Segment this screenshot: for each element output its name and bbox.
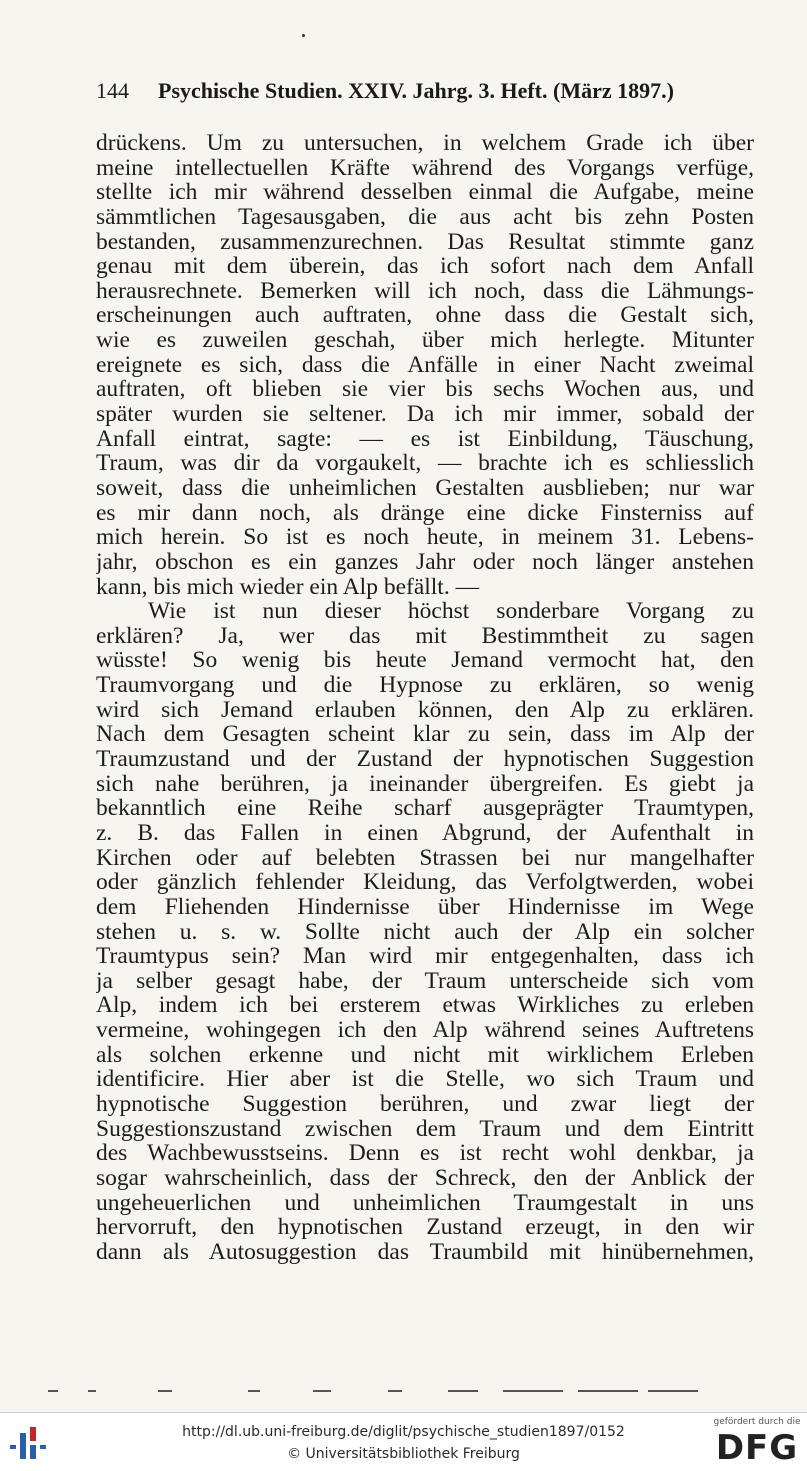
- text-line: erklären? Ja, wer das mit Bestimmtheit zu sagen: [96, 623, 754, 649]
- text-line: ungeheuerlichen und unheimlichen Traumgestalt in uns: [96, 1190, 754, 1216]
- text-line: identificire. Hier aber ist die Stelle, wo sich Traum und: [96, 1067, 754, 1092]
- text-line: sogar wahrscheinlich, dass der Schreck, den der Anblick der: [96, 1165, 754, 1191]
- text-line: sämmtlichen Tagesausgaben, die aus acht bis zehn Posten: [96, 204, 754, 230]
- text-line: bekanntlich eine Reihe scharf ausgeprägter Traumtypen,: [96, 796, 754, 821]
- text-line: wie es zuweilen geschah, über mich herlegte. Mitunter: [96, 328, 754, 353]
- text-line: vermeine, wohingegen ich den Alp während seines Auftretens: [96, 1018, 754, 1043]
- page-header: [96, 78, 716, 108]
- text-line: meine intellectuellen Kräfte während des Vorgangs verfüge,: [96, 155, 754, 181]
- text-line: stellte ich mir während desselben einmal die Aufgabe, meine: [96, 180, 754, 205]
- text-line: bestanden, zusammenzurechnen. Das Resultat stimmte ganz: [96, 229, 754, 255]
- running-title: Psychische Studien. XXIV. Jahrg. 3. Heft. (März 1897.): [158, 78, 674, 103]
- text-line: später wurden sie seltener. Da ich mir immer, sobald der: [96, 402, 754, 427]
- text-line: Anfall eintrat, sagte: — es ist Einbildung, Täuschung,: [96, 426, 754, 452]
- text-line: stehen u. s. w. Sollte nicht auch der Alp ein solcher: [96, 919, 754, 945]
- text-line: hypnotische Suggestion berühren, und zwar liegt der: [96, 1091, 754, 1117]
- dfg-logo-text: DFG: [715, 1428, 799, 1468]
- text-line: genau mit dem überein, das ich sofort nach dem Anfall: [96, 254, 754, 279]
- page-number: 144: [96, 78, 129, 103]
- text-line: Wie ist nun dieser höchst sonderbare Vorgang zu: [148, 599, 754, 624]
- text-line: Traumzustand und der Zustand der hypnotischen Suggestion: [96, 747, 754, 772]
- text-line: Traum, was dir da vorgaukelt, — brachte ich es schliesslich: [96, 451, 754, 476]
- footer-copyright: © Universitätsbibliothek Freiburg: [287, 1446, 520, 1462]
- text-line: soweit, dass die unheimlichen Gestalten ausblieben; nur war: [96, 475, 754, 501]
- dfg-logo: [712, 1417, 802, 1469]
- text-line: drückens. Um zu untersuchen, in welchem Grade ich über: [96, 131, 754, 156]
- text-line: dem Fliehenden Hindernisse über Hindernisse im Wege: [96, 894, 754, 920]
- text-line: z. B. das Fallen in einen Abgrund, der Aufenthalt in: [96, 820, 754, 846]
- text-line: jahr, obschon es ein ganzes Jahr oder noch länger anstehen: [96, 549, 754, 575]
- text-line: mich herein. So ist es noch heute, in meinem 31. Lebens-: [96, 525, 754, 550]
- footer-url-link[interactable]: http://dl.ub.uni-freiburg.de/diglit/psychische_studien1897/0152: [182, 1424, 625, 1440]
- text-line: wüsste! So wenig bis heute Jemand vermocht hat, den: [96, 648, 754, 674]
- bottom-scan-noise: [48, 1390, 748, 1394]
- sponsor-caption: gefördert durch die: [713, 1417, 801, 1427]
- text-line: Alp, indem ich bei ersterem etwas Wirkliches zu erleben: [96, 993, 754, 1019]
- text-line: Nach dem Gesagten scheint klar zu sein, dass im Alp der: [96, 722, 754, 748]
- text-line: Traumvorgang und die Hypnose zu erklären, so wenig: [96, 673, 754, 698]
- text-line: es mir dann noch, als dränge eine dicke Finsterniss auf: [96, 500, 754, 526]
- footer-bar: [0, 1412, 807, 1471]
- text-line: herausrechnete. Bemerken will ich noch, dass die Lähmungs-: [96, 278, 754, 304]
- text-line: Suggestionszustand zwischen dem Traum und dem Eintritt: [96, 1116, 754, 1142]
- text-line: ereignete es sich, dass die Anfälle in einer Nacht zweimal: [96, 352, 754, 378]
- text-line: ja selber gesagt habe, der Traum unterscheide sich vom: [96, 968, 754, 994]
- scan-speck: [302, 34, 305, 37]
- text-line: des Wachbewusstseins. Denn es ist recht wohl denkbar, ja: [96, 1141, 754, 1166]
- text-line: Traumtypus sein? Man wird mir entgegenhalten, dass ich: [96, 944, 754, 969]
- text-line: Kirchen oder auf belebten Strassen bei nur mangelhafter: [96, 845, 754, 871]
- text-line: wird sich Jemand erlauben können, den Alp zu erklären.: [96, 697, 754, 723]
- text-line: erscheinungen auch auftraten, ohne dass die Gestalt sich,: [96, 303, 754, 329]
- text-line: kann, bis mich wieder ein Alp befällt. —: [96, 574, 480, 600]
- text-line: dann als Autosuggestion das Traumbild mit hinübernehmen,: [96, 1239, 754, 1265]
- text-line: als solchen erkenne und nicht mit wirklichem Erleben: [96, 1042, 754, 1068]
- text-line: oder gänzlich fehlender Kleidung, das Verfolgtwerden, wobei: [96, 870, 754, 895]
- text-line: sich nahe berühren, ja ineinander übergreifen. Es giebt ja: [96, 771, 754, 797]
- text-line: hervorruft, den hypnotischen Zustand erzeugt, in den wir: [96, 1215, 754, 1240]
- text-line: auftraten, oft blieben sie vier bis sechs Wochen aus, und: [96, 377, 754, 403]
- body-text: [96, 131, 754, 1264]
